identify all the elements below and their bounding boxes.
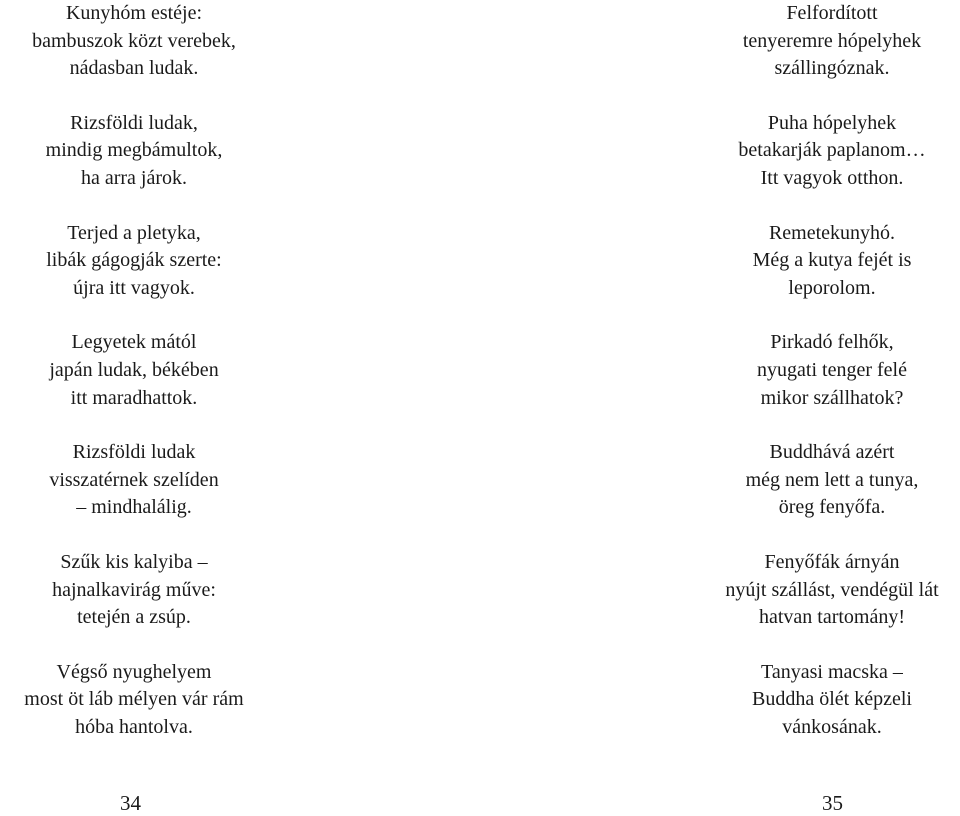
poem-line: Rizsföldi ludak,	[70, 111, 198, 134]
haiku-stanza	[0, 549, 268, 632]
poem-line: szállingóznak.	[774, 57, 890, 80]
poem-line: vánkosának.	[782, 715, 882, 738]
poem-line: Buddhává azért	[769, 441, 895, 464]
poem-line: Itt vagyok otthon.	[760, 166, 904, 189]
poem-line: – mindhalálig.	[76, 496, 192, 519]
haiku-stanza	[0, 0, 268, 83]
poem-line: mikor szállhatok?	[760, 386, 904, 409]
poem-line: bambuszok közt verebek,	[32, 29, 236, 52]
poem-line: Legyetek mától	[71, 331, 197, 354]
left-page-poems	[0, 0, 268, 768]
poem-line: Végső nyughelyem	[56, 660, 212, 683]
poem-line: hajnalkavirág műve:	[52, 578, 216, 601]
poem-line: hóba hantolva.	[75, 715, 193, 738]
poem-line: nádasban ludak.	[69, 57, 199, 80]
poem-line: libák gágogják szerte:	[46, 249, 222, 272]
poem-line: japán ludak, békében	[49, 358, 219, 381]
poem-line: újra itt vagyok.	[73, 276, 195, 299]
poem-line: tenyeremre hópelyhek	[742, 29, 922, 52]
haiku-stanza	[700, 549, 960, 632]
page-number-right: 35	[822, 791, 843, 815]
haiku-stanza	[0, 110, 268, 193]
poem-line: hatvan tartomány!	[758, 606, 906, 629]
right-page-poems	[700, 0, 960, 768]
poem-line: Pirkadó felhők,	[770, 331, 894, 354]
haiku-stanza	[700, 659, 960, 742]
poem-line: nyugati tenger felé	[757, 358, 907, 381]
poem-line: itt maradhattok.	[70, 386, 198, 409]
poem-line: Remetekunyhó.	[768, 221, 896, 244]
poem-line: Terjed a pletyka,	[67, 221, 201, 244]
poem-line: Rizsföldi ludak	[72, 441, 196, 464]
haiku-stanza	[0, 329, 268, 412]
haiku-stanza	[700, 329, 960, 412]
haiku-stanza	[0, 220, 268, 303]
page-number-left: 34	[120, 791, 141, 815]
poem-line: Szűk kis kalyiba –	[60, 550, 208, 573]
poem-line: öreg fenyőfa.	[778, 496, 886, 519]
haiku-stanza	[700, 0, 960, 83]
poem-line: ha arra járok.	[80, 166, 188, 189]
poem-line: még nem lett a tunya,	[745, 468, 919, 491]
haiku-stanza	[700, 439, 960, 522]
haiku-stanza	[0, 439, 268, 522]
haiku-stanza	[700, 110, 960, 193]
poem-line: mindig megbámultok,	[45, 139, 223, 162]
poem-line: nyújt szállást, vendégül lát	[725, 578, 939, 601]
poem-line: leporolom.	[788, 276, 876, 299]
poem-line: visszatérnek szelíden	[49, 468, 219, 491]
poem-line: Puha hópelyhek	[767, 111, 897, 134]
poem-line: Felfordított	[786, 2, 878, 24]
haiku-stanza	[0, 659, 268, 742]
poem-line: most öt láb mélyen vár rám	[24, 688, 244, 711]
haiku-stanza	[700, 220, 960, 303]
poem-line: Még a kutya fejét is	[752, 249, 912, 272]
poem-line: Kunyhóm estéje:	[65, 2, 203, 24]
poem-line: betakarják paplanom…	[738, 139, 926, 162]
poem-line: Tanyasi macska –	[761, 660, 903, 683]
poem-line: Buddha ölét képzeli	[752, 688, 912, 711]
poem-line: Fenyőfák árnyán	[764, 550, 900, 573]
poem-line: tetején a zsúp.	[77, 606, 191, 629]
